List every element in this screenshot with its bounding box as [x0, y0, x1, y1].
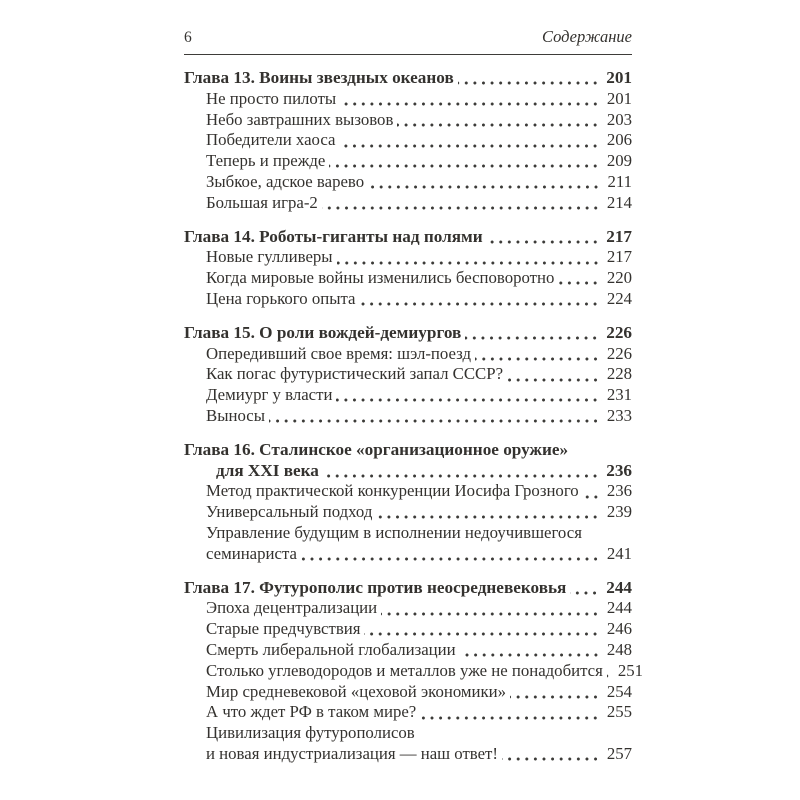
- toc-row: [184, 227, 632, 248]
- entry-title: Универсальный подход: [206, 502, 373, 522]
- toc-row: [184, 323, 632, 344]
- page-header: [184, 28, 632, 55]
- entry-page: 220: [606, 268, 632, 288]
- dot-leader: [323, 461, 601, 482]
- toc-row: [184, 89, 632, 110]
- entry-page: 201: [606, 88, 632, 108]
- entry-title: Демиург у власти: [206, 385, 333, 405]
- entry-page: 236: [606, 460, 632, 480]
- entry-page: 217: [606, 247, 632, 267]
- entry-page: 231: [606, 385, 632, 405]
- dot-leader: [322, 193, 602, 214]
- entry-title: Зыбкое, адское варево: [206, 171, 365, 191]
- dot-leader: [359, 289, 601, 310]
- entry-title: Смерть либеральной глобализации: [206, 639, 456, 659]
- entry-page: 257: [606, 743, 632, 763]
- dot-leader: [570, 578, 601, 599]
- toc-content: [184, 27, 643, 765]
- entry-page: 214: [606, 192, 632, 212]
- dot-leader: [507, 364, 602, 385]
- entry-page: 206: [606, 130, 632, 150]
- entry-page: 224: [606, 288, 632, 308]
- toc-row: [184, 344, 632, 365]
- entry-title: Выносы: [206, 405, 265, 425]
- dot-leader: [376, 502, 601, 523]
- toc-row: [184, 247, 632, 268]
- dot-leader: [336, 385, 601, 406]
- entry-page: 228: [606, 364, 632, 384]
- page-number: 6: [184, 29, 192, 46]
- dot-leader: [420, 702, 602, 723]
- entry-title: Эпоха децентрализации: [206, 598, 378, 618]
- dot-leader: [339, 130, 601, 151]
- dot-leader: [460, 640, 602, 661]
- toc-row: [184, 268, 632, 289]
- entry-title: Старые предчувствия: [206, 619, 361, 639]
- toc-row: [184, 289, 632, 310]
- toc-row: [184, 578, 632, 599]
- entry-title: Глава 14. Роботы-гиганты над полями: [184, 226, 483, 246]
- entry-title: Глава 15. О роли вождей-демиургов: [184, 322, 462, 342]
- entry-page: 226: [606, 322, 632, 342]
- entry-title: Небо завтрашних вызовов: [206, 109, 394, 129]
- entry-title: Столько углеводородов и металлов уже не понадобится: [206, 660, 603, 680]
- dot-leader: [364, 619, 601, 640]
- entry-page: 246: [606, 619, 632, 639]
- toc-row: [184, 744, 632, 765]
- entry-title: Цивилизация футурополисов: [206, 723, 415, 743]
- dot-leader: [502, 744, 602, 765]
- entry-title: Глава 16. Сталинское «организационное оружие»: [184, 439, 569, 459]
- toc-row: [184, 682, 632, 703]
- entry-title: Когда мировые войны изменились бесповоротно: [206, 268, 555, 288]
- dot-leader: [329, 151, 602, 172]
- toc-row: [184, 110, 632, 131]
- dot-leader: [381, 598, 602, 619]
- entry-title: Новые гулливеры: [206, 247, 333, 267]
- entry-title: Не просто пилоты: [206, 88, 337, 108]
- dot-leader: [465, 323, 601, 344]
- toc-row: [184, 619, 632, 640]
- toc-row: [184, 461, 632, 482]
- entry-title: для XXI века: [216, 460, 319, 480]
- entry-title: А что ждет РФ в таком мире?: [206, 702, 417, 722]
- toc-row: [184, 544, 632, 565]
- entry-page: 201: [606, 68, 632, 87]
- toc-row: [184, 702, 632, 723]
- toc-row: [184, 130, 632, 151]
- dot-leader: [301, 544, 602, 565]
- entry-title: Мир средневековой «цеховой экономики»: [206, 681, 507, 701]
- entry-title: семинариста: [206, 543, 297, 563]
- dot-leader: [583, 481, 602, 502]
- toc-row: [184, 193, 632, 214]
- entry-page: 255: [606, 702, 632, 722]
- toc-row: [184, 660, 643, 682]
- entry-title: Большая игра-2: [206, 192, 318, 212]
- dot-leader: [487, 227, 602, 248]
- entry-title: Управление будущим в исполнении недоучившегося: [206, 522, 582, 542]
- toc-list: [184, 55, 643, 765]
- entry-page: 236: [606, 481, 632, 501]
- entry-title: Опередивший свое время: шэл-поезд: [206, 343, 472, 363]
- dot-leader: [510, 682, 602, 703]
- entry-page: 244: [606, 598, 632, 618]
- entry-title: Метод практической конкуренции Иосифа Грозного: [206, 481, 579, 501]
- entry-title: и новая индустриализация — наш ответ!: [206, 743, 498, 763]
- entry-title: Теперь и прежде: [206, 151, 326, 171]
- entry-page: 226: [606, 343, 632, 363]
- toc-row: [184, 523, 632, 544]
- dot-leader: [340, 89, 602, 110]
- entry-page: 248: [606, 639, 632, 659]
- toc-row: [184, 385, 632, 406]
- toc-row: [184, 723, 632, 744]
- toc-row: [184, 598, 632, 619]
- running-title: Содержание: [541, 27, 632, 46]
- entry-title: Глава 13. Воины звездных океанов: [184, 68, 454, 87]
- entry-title: Победители хаоса: [206, 130, 336, 150]
- dot-leader: [337, 247, 602, 268]
- entry-page: 233: [606, 405, 632, 425]
- entry-title: Цена горького опыта: [206, 288, 356, 308]
- entry-page: 217: [606, 226, 632, 246]
- entry-page: 254: [606, 681, 632, 701]
- dot-leader: [397, 110, 601, 131]
- dot-leader: [558, 268, 601, 289]
- toc-row: [184, 440, 632, 461]
- entry-page: 251: [617, 660, 643, 680]
- dot-leader: [269, 406, 602, 427]
- toc-row: [184, 640, 632, 661]
- entry-title: Глава 17. Футурополис против неосредневековья: [184, 577, 567, 597]
- toc-row: [184, 481, 632, 502]
- toc-row: [184, 502, 632, 523]
- entry-page: 209: [606, 151, 632, 171]
- entry-page: 244: [606, 577, 632, 597]
- entry-page: 239: [606, 502, 632, 522]
- toc-row: [184, 406, 632, 427]
- toc-row: [184, 68, 632, 89]
- dot-leader: [607, 661, 613, 682]
- entry-page: 211: [607, 171, 632, 191]
- toc-row: [184, 151, 632, 172]
- toc-row: [184, 172, 632, 193]
- dot-leader: [368, 172, 602, 193]
- dot-leader: [475, 344, 602, 365]
- dot-leader: [458, 68, 601, 89]
- toc-row: [184, 364, 632, 385]
- entry-page: 203: [606, 109, 632, 129]
- entry-page: 241: [606, 543, 632, 563]
- entry-title: Как погас футуристический запал СССР?: [206, 364, 504, 384]
